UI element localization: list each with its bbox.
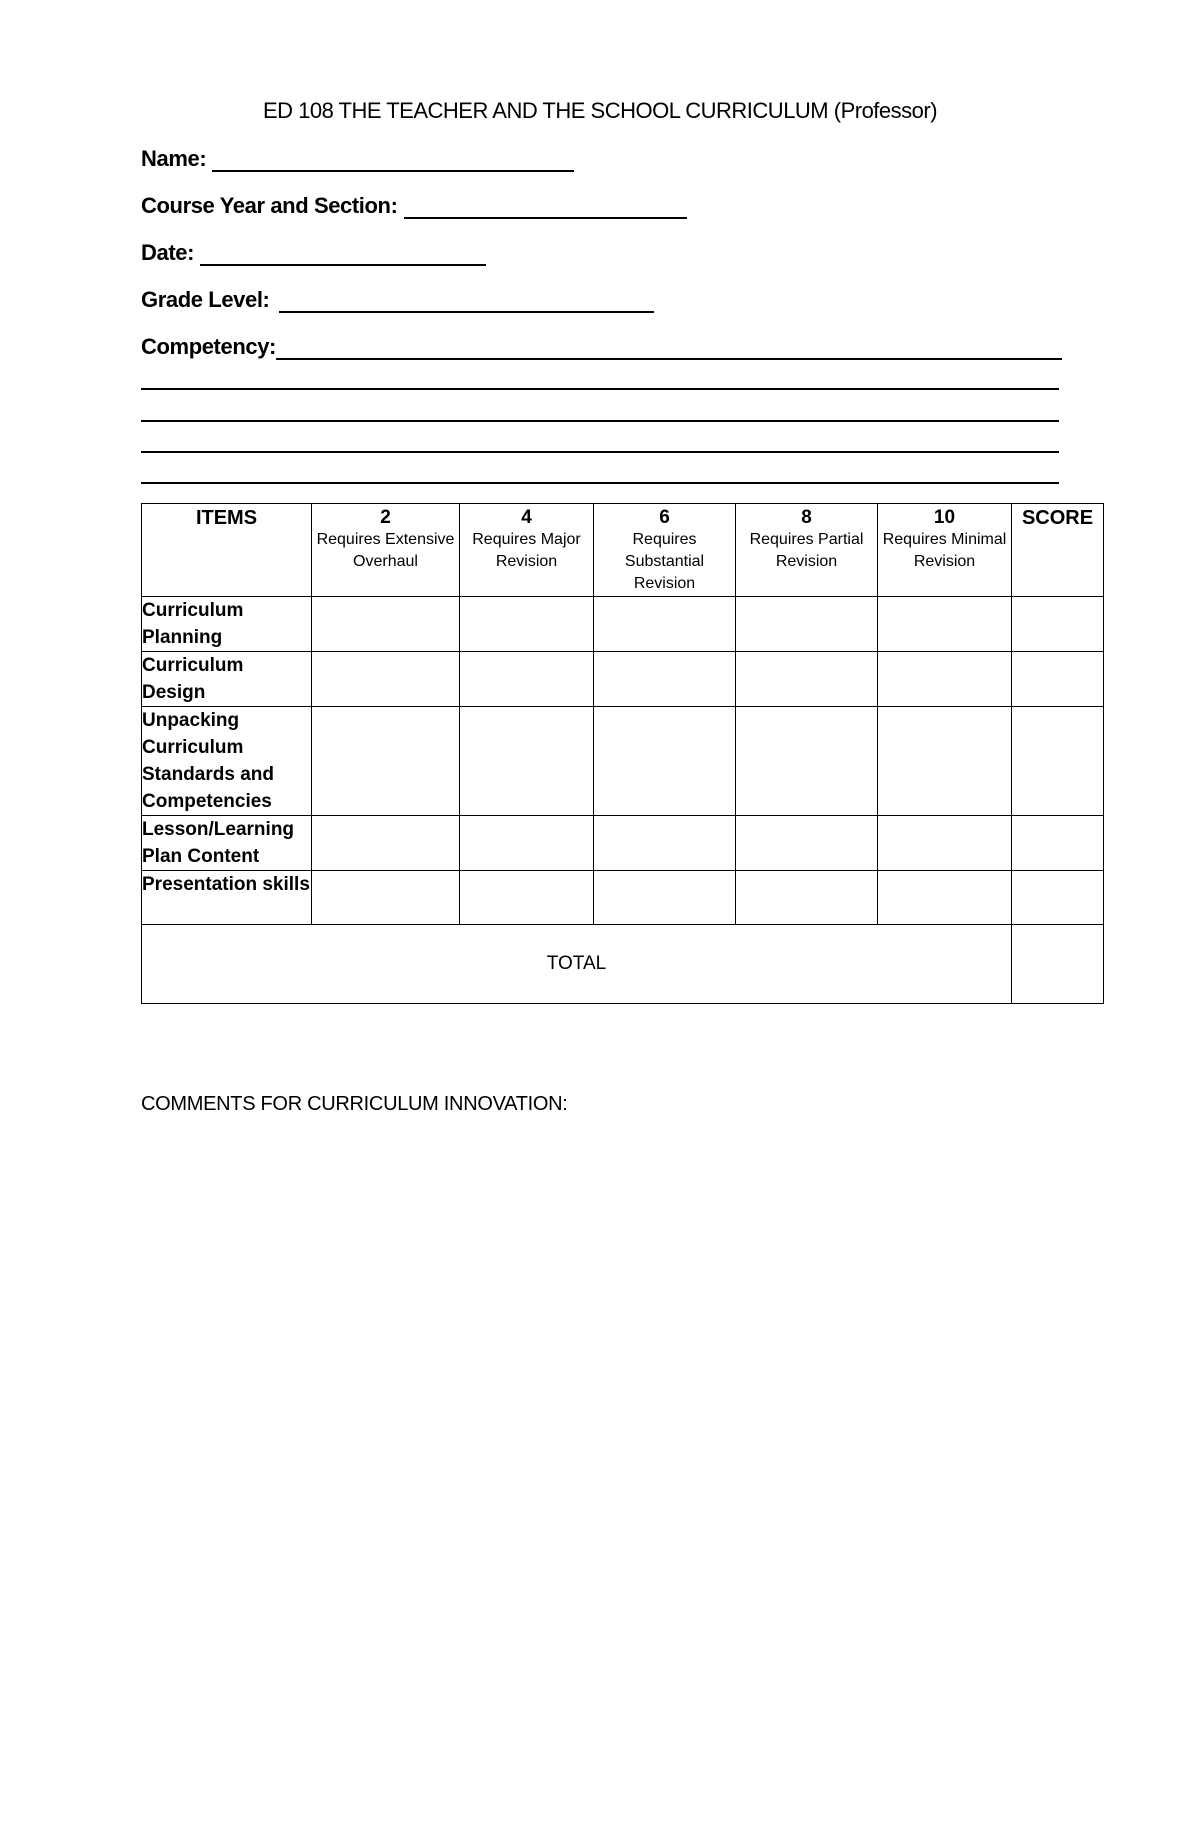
level-description: Requires Partial Revision (749, 531, 864, 570)
level-header (312, 504, 460, 597)
rating-cell[interactable] (460, 816, 594, 871)
level-points: 8 (801, 507, 812, 528)
rating-cell[interactable] (594, 597, 736, 652)
total-label: TOTAL (142, 925, 1012, 1004)
score-cell[interactable] (1012, 707, 1104, 816)
rating-cell[interactable] (594, 652, 736, 707)
level-header (736, 504, 878, 597)
table-row (142, 597, 1104, 652)
level-points: 10 (933, 507, 956, 528)
level-header (878, 504, 1012, 597)
rating-cell[interactable] (736, 816, 878, 871)
grade-level-label: Grade Level: (141, 287, 270, 312)
rating-cell[interactable] (594, 871, 736, 925)
rating-cell[interactable] (736, 707, 878, 816)
score-cell[interactable] (1012, 871, 1104, 925)
competency-line[interactable] (141, 482, 1059, 484)
rating-cell[interactable] (460, 871, 594, 925)
item-label: Unpacking Curriculum Standards and Competencies (142, 707, 312, 816)
rating-cell[interactable] (312, 597, 460, 652)
table-row (142, 707, 1104, 816)
rating-cell[interactable] (312, 816, 460, 871)
level-header (460, 504, 594, 597)
competency-line[interactable] (141, 388, 1059, 390)
grade-level-input-line[interactable] (279, 291, 654, 313)
rating-cell[interactable] (312, 652, 460, 707)
name-label: Name: (141, 146, 207, 171)
name-input-line[interactable] (212, 150, 574, 172)
course-field (141, 193, 687, 219)
rating-cell[interactable] (460, 597, 594, 652)
rating-cell[interactable] (312, 707, 460, 816)
table-row (142, 871, 1104, 925)
level-points: 2 (380, 507, 391, 528)
competency-label: Competency: (141, 334, 276, 359)
rating-cell[interactable] (736, 871, 878, 925)
competency-line[interactable] (141, 451, 1059, 453)
item-label: Presentation skills (142, 871, 312, 925)
document-title: ED 108 THE TEACHER AND THE SCHOOL CURRICULUM (Professor) (262, 98, 938, 123)
date-input-line[interactable] (200, 244, 486, 266)
rating-cell[interactable] (878, 707, 1012, 816)
rating-cell[interactable] (736, 652, 878, 707)
total-score-cell[interactable] (1012, 925, 1104, 1004)
total-row (142, 925, 1104, 1004)
grade-level-field (141, 287, 654, 313)
level-header (594, 504, 736, 597)
level-description: Requires Major Revision (472, 531, 581, 570)
rating-cell[interactable] (736, 597, 878, 652)
rating-cell[interactable] (878, 871, 1012, 925)
score-cell[interactable] (1012, 597, 1104, 652)
score-cell[interactable] (1012, 652, 1104, 707)
table-row (142, 652, 1104, 707)
competency-line[interactable] (141, 420, 1059, 422)
rubric-table (141, 503, 1104, 1004)
rating-cell[interactable] (594, 816, 736, 871)
competency-input-line[interactable] (276, 338, 1062, 360)
date-field (141, 240, 486, 266)
items-header: ITEMS (142, 504, 312, 597)
score-header: SCORE (1012, 504, 1104, 597)
rating-cell[interactable] (878, 652, 1012, 707)
rating-cell[interactable] (460, 707, 594, 816)
table-row (142, 816, 1104, 871)
level-points: 6 (659, 507, 670, 528)
header-row (142, 504, 1104, 597)
item-label: Curriculum Planning (142, 597, 312, 652)
course-input-line[interactable] (404, 197, 687, 219)
level-description: Requires Extensive Overhaul (316, 531, 455, 570)
course-label: Course Year and Section: (141, 193, 398, 218)
score-cell[interactable] (1012, 816, 1104, 871)
name-field (141, 146, 574, 172)
level-description: Requires Minimal Revision (882, 531, 1007, 570)
level-description: Requires Substantial Revision (624, 531, 705, 592)
date-label: Date: (141, 240, 195, 265)
level-points: 4 (521, 507, 532, 528)
rating-cell[interactable] (312, 871, 460, 925)
rating-cell[interactable] (878, 816, 1012, 871)
rating-cell[interactable] (460, 652, 594, 707)
competency-field (141, 334, 1062, 360)
item-label: Curriculum Design (142, 652, 312, 707)
comments-label: COMMENTS FOR CURRICULUM INNOVATION: (141, 1093, 568, 1115)
rating-cell[interactable] (594, 707, 736, 816)
rating-cell[interactable] (878, 597, 1012, 652)
item-label: Lesson/Learning Plan Content (142, 816, 312, 871)
